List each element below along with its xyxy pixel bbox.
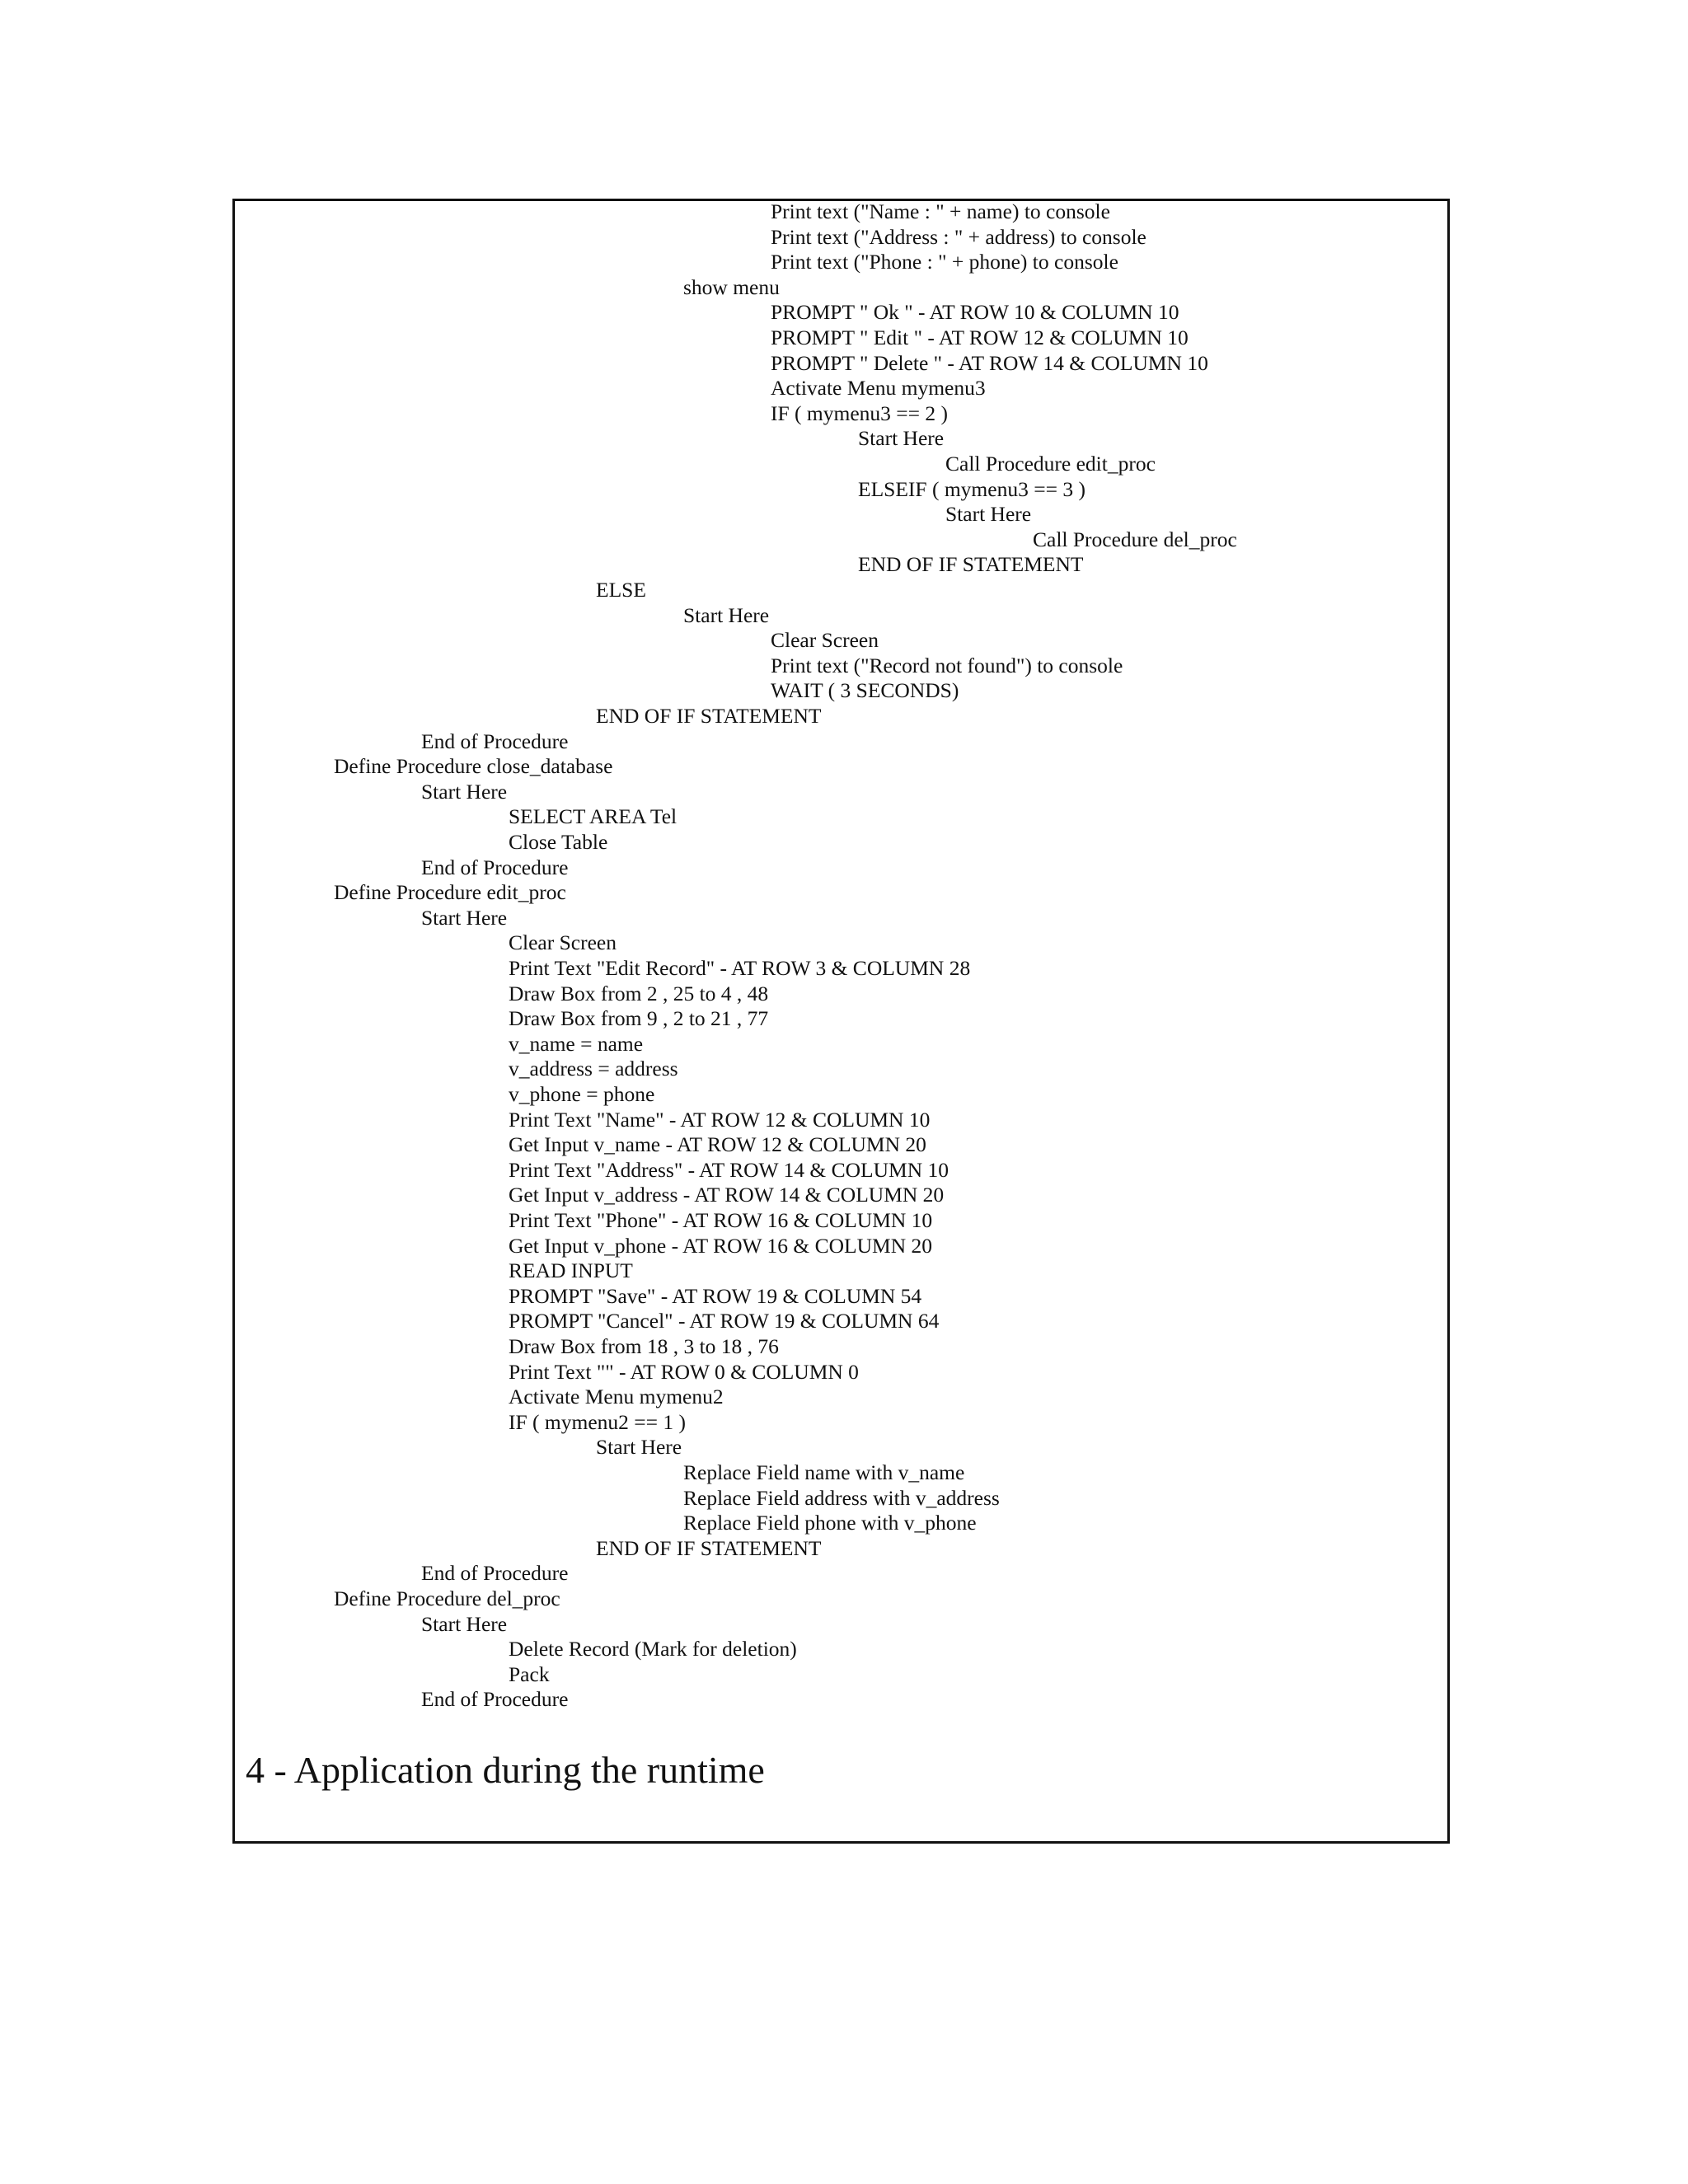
code-line: Clear Screen [509,930,617,955]
code-line: IF ( mymenu3 == 2 ) [771,401,949,425]
code-line: ELSEIF ( mymenu3 == 3 ) [858,476,1085,501]
code-line: v_phone = phone [509,1082,655,1106]
code-line: Replace Field name with v_name [683,1460,965,1484]
code-line: PROMPT " Ok " - AT ROW 10 & COLUMN 10 [771,300,1179,325]
code-line: Start Here [421,1611,508,1636]
code-line: Get Input v_name - AT ROW 12 & COLUMN 20 [509,1132,926,1157]
code-line: Clear Screen [771,628,879,653]
code-line: END OF IF STATEMENT [596,704,822,728]
code-line: Define Procedure edit_proc [334,880,566,905]
code-line: Print Text "Name" - AT ROW 12 & COLUMN 10 [509,1107,931,1132]
section-heading: 4 - Application during the runtime [246,1749,765,1791]
code-line: Start Here [421,779,508,804]
code-line: Replace Field phone with v_phone [683,1511,977,1535]
code-line: Print text ("Name : " + name) to console [771,199,1110,223]
code-line: Pack [509,1661,550,1686]
code-line: Replace Field address with v_address [683,1485,1000,1510]
code-line: Start Here [596,1435,682,1460]
code-line: Close Table [509,830,608,854]
code-line: Draw Box from 9 , 2 to 21 , 77 [509,1006,769,1031]
code-line: v_address = address [509,1057,678,1081]
code-line: End of Procedure [421,1687,569,1712]
code-line: End of Procedure [421,729,569,753]
code-line: Activate Menu mymenu2 [509,1385,724,1409]
code-line: Print Text "Phone" - AT ROW 16 & COLUMN 10 [509,1208,933,1232]
code-line: Start Here [421,905,508,930]
code-line: READ INPUT [509,1258,633,1283]
code-line: Start Here [858,426,945,451]
code-line: Print Text "Edit Record" - AT ROW 3 & COLUMN 28 [509,956,971,980]
code-line: Activate Menu mymenu3 [771,376,986,401]
code-line: PROMPT " Edit " - AT ROW 12 & COLUMN 10 [771,326,1189,349]
code-line: Print text ("Phone : " + phone) to console [771,250,1118,274]
code-line: Draw Box from 2 , 25 to 4 , 48 [509,981,769,1005]
code-line: Call Procedure del_proc [1033,527,1237,551]
code-line: Print text ("Record not found") to console [771,653,1123,677]
code-line: v_name = name [509,1031,644,1056]
code-line: IF ( mymenu2 == 1 ) [509,1409,687,1434]
code-line: Define Procedure close_database [334,754,613,779]
code-line: WAIT ( 3 SECONDS) [771,678,959,703]
code-line: End of Procedure [421,1561,569,1586]
code-line: SELECT AREA Tel [509,804,678,829]
code-line: PROMPT " Delete " - AT ROW 14 & COLUMN 10 [771,350,1208,375]
code-line: Print Text "Address" - AT ROW 14 & COLUMN 10 [509,1157,950,1182]
code-line: Call Procedure edit_proc [945,452,1156,476]
code-line: Define Procedure del_proc [334,1586,560,1610]
code-line: PROMPT "Cancel" - AT ROW 19 & COLUMN 64 [509,1309,940,1333]
code-line: ELSE [596,578,646,602]
code-line: END OF IF STATEMENT [858,552,1084,577]
code-line: Print Text "" - AT ROW 0 & COLUMN 0 [509,1359,859,1384]
code-line: Start Here [683,602,770,627]
code-line: Get Input v_address - AT ROW 14 & COLUMN 20 [509,1183,945,1207]
code-line: Get Input v_phone - AT ROW 16 & COLUMN 20 [509,1233,932,1258]
code-line: PROMPT "Save" - AT ROW 19 & COLUMN 54 [509,1283,922,1308]
code-line: Start Here [945,502,1032,527]
code-line: show menu [683,274,780,299]
code-line: Print text ("Address : " + address) to console [771,224,1146,249]
code-line: End of Procedure [421,855,569,879]
code-line: Draw Box from 18 , 3 to 18 , 76 [509,1334,779,1358]
code-line: END OF IF STATEMENT [596,1535,822,1560]
code-line: Delete Record (Mark for deletion) [509,1637,797,1661]
